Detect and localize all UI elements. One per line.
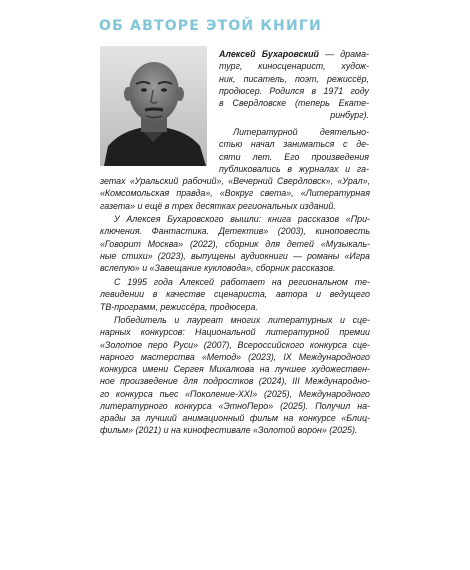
bio-awards: Победитель и лауреат многих литературных и сце- нарных конкурсов: Национальной литературной премии «Золотое перо Руси» (2007), Всероссийского конкурса сце- нарного мастерства «Метод» (2023), IX Международного конкурса имени Сергея Михалкова на лучшее художествен- ное произведение для подростков (2024), III Международно- го конкурса пьес «Поколение-XXI» (2025), Международного литературного конкурса «ЭтноПеро» (2025). Получил на- грады за лучший анимационный фильм на конкурсе «Блиц- фильм» (2021) и на кинофестивале «Золотой ворон» (2025). <box>100 315 370 436</box>
bio-tv: С 1995 года Алексей работает на региональном те- левидении в качестве сценариста, автора и ведущего ТВ-программ, режиссёра, продюсера. <box>100 277 370 312</box>
author-name: Алексей Бухаровский <box>219 49 319 59</box>
bio-literary-start: Литературной деятельно- стью начал заниматься с де- сяти лет. Его произведения публиковались в журналах и га- <box>219 127 369 174</box>
section-heading: ОБ АВТОРЕ ЭТОЙ КНИГИ <box>99 18 322 34</box>
bio-intro: Алексей Бухаровский — драма- тург, киносценарист, худож- ник, писатель, поэт, режиссёр, продюсер. Родился в 1971 году в Свердловске (теперь Екате- ринбург). <box>219 49 369 121</box>
bio-books: У Алексея Бухаровского вышли: книга рассказов «При- ключения. Фантастика. Детектив» (2003), киноповесть «Говорит Москва» (2022), сборник для детей «Музыкаль- ные стихи» (2023), выпущены аудиокниги — романы «Игра вслепую» и «Завещание кукловода», сборник рассказов. <box>100 214 370 273</box>
bio-publications: зетах «Уральский рабочий», «Вечерний Свердловск», «Урал», «Комсомольская правда», «Вокруг света», «Литературная газета» и ещё в трех десятках региональных изданий. <box>100 176 370 211</box>
author-photo <box>100 46 207 166</box>
